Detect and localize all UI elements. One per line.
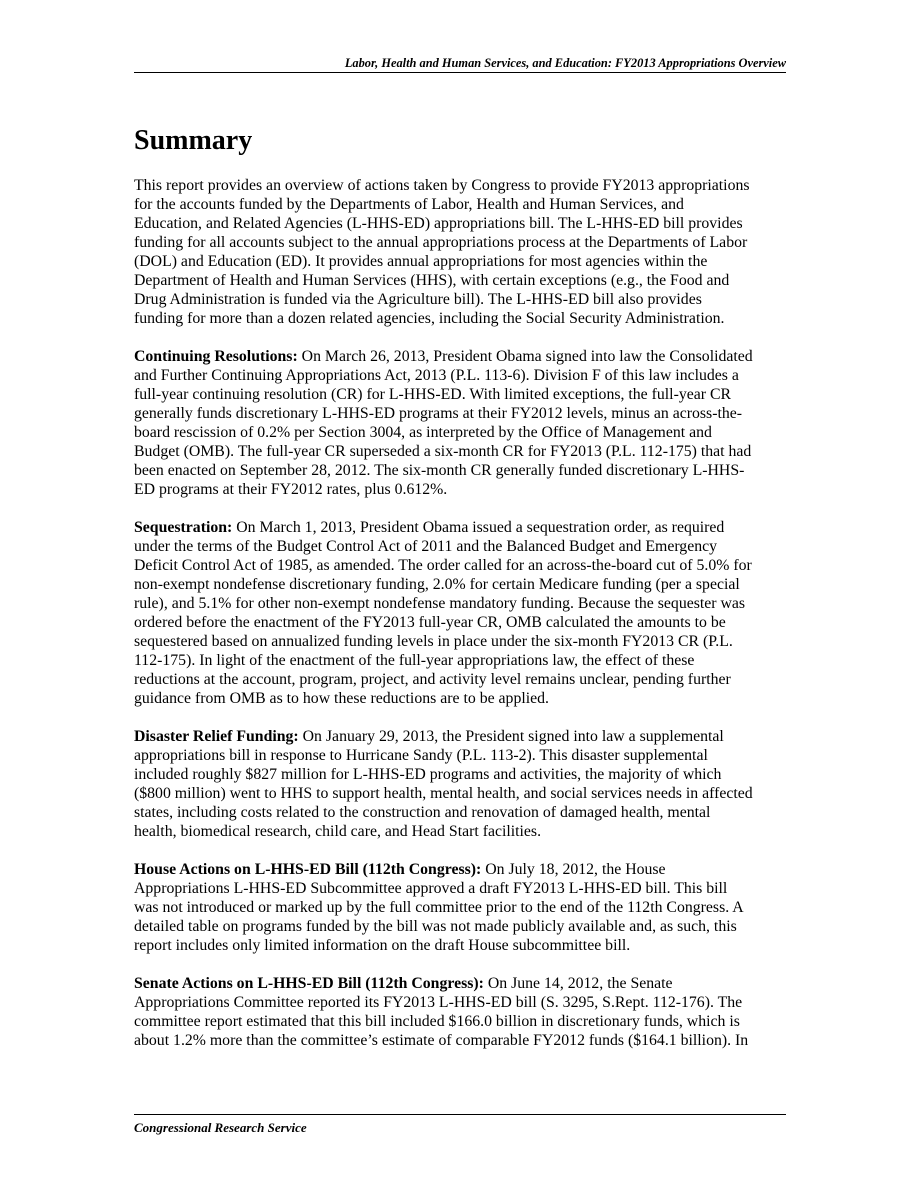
paragraph-text: On July 18, 2012, the House Appropriations L-HHS-ED Subcommittee approved a draft FY2013 L-HHS-ED bill. This bill was not introduced or marked up by the full committee prior to the end of the 112th Congress. A detailed table on programs funded by the bill was not made publicly available and, as such, this report includes only limited information on the draft House subcommittee bill. — [134, 861, 744, 954]
paragraph-lead: House Actions on L-HHS-ED Bill (112th Congress): — [134, 861, 482, 878]
paragraph-text: On March 1, 2013, President Obama issued a sequestration order, as required under the terms of the Budget Control Act of 2011 and the Balanced Budget and Emergency Deficit Control Act of 1985, as amended. The order called for an across-the-board cut of 5.0% for non-exempt nondefense discretionary funding, 2.0% for certain Medicare funding (per a special rule), and 5.1% for other non-exempt nondefense mandatory funding. Because the sequester was ordered before the enactment of the FY2013 full-year CR, OMB calculated the amounts to be sequestered based on annualized funding levels in place under the six-month FY2013 CR (P.L. 112-175). In light of the enactment of the full-year appropriations law, the effect of these reductions at the account, program, project, and activity level remains unclear, pending further guidance from OMB as to how these reductions are to be applied. — [134, 519, 752, 707]
intro-paragraph — [134, 176, 788, 328]
paragraph-text: This report provides an overview of actions taken by Congress to provide FY2013 appropriations for the accounts funded by the Departments of Labor, Health and Human Services, and Education, and Related Agencies (L-HHS-ED) appropriations bill. The L-HHS-ED bill provides funding for all accounts subject to the annual appropriations process at the Departments of Labor (DOL) and Education (ED). It provides annual appropriations for most agencies within the Department of Health and Human Services (HHS), with certain exceptions (e.g., the Food and Drug Administration is funded via the Agriculture bill). The L-HHS-ED bill also provides funding for more than a dozen related agencies, including the Social Security Administration. — [134, 177, 750, 327]
paragraph-lead: Disaster Relief Funding: — [134, 728, 299, 745]
header-divider — [134, 72, 786, 73]
senate-actions-paragraph — [134, 974, 788, 1050]
sequestration-paragraph — [134, 518, 788, 708]
summary-body — [134, 176, 788, 1069]
paragraph-lead: Continuing Resolutions: — [134, 348, 298, 365]
paragraph-lead: Senate Actions on L-HHS-ED Bill (112th Congress): — [134, 975, 484, 992]
paragraph-text: On June 14, 2012, the Senate Appropriations Committee reported its FY2013 L-HHS-ED bill (S. 3295, S.Rept. 112-176). The committee report estimated that this bill included $166.0 billion in discretionary funds, which is about 1.2% more than the committee’s estimate of comparable FY2012 funds ($164.1 billion). In — [134, 975, 749, 1049]
house-actions-paragraph — [134, 860, 788, 955]
running-header: Labor, Health and Human Services, and Education: FY2013 Appropriations Overview — [344, 56, 786, 70]
running-footer: Congressional Research Service — [134, 1120, 307, 1135]
paragraph-text: On January 29, 2013, the President signed into law a supplemental appropriations bill in response to Hurricane Sandy (P.L. 113-2). This disaster supplemental included roughly $827 million for L-HHS-ED programs and activities, the majority of which ($800 million) went to HHS to support health, mental health, and social services needs in affected states, including costs related to the construction and renovation of damaged health, mental health, biomedical research, child care, and Head Start facilities. — [134, 728, 753, 840]
paragraph-text: On March 26, 2013, President Obama signed into law the Consolidated and Further Continuing Appropriations Act, 2013 (P.L. 113-6). Division F of this law includes a full-year continuing resolution (CR) for L-HHS-ED. With limited exceptions, the full-year CR generally funds discretionary L-HHS-ED programs at their FY2012 levels, minus an across-the- board rescission of 0.2% per Section 3004, as interpreted by the Office of Management and Budget (OMB). The full-year CR superseded a six-month CR for FY2013 (P.L. 112-175) that had been enacted on September 28, 2012. The six-month CR generally funded discretionary L-HHS- ED programs at their FY2012 rates, plus 0.612%. — [134, 348, 753, 498]
paragraph-lead: Sequestration: — [134, 519, 233, 536]
section-title: Summary — [134, 125, 253, 156]
footer-divider — [134, 1114, 786, 1115]
disaster-relief-paragraph — [134, 727, 788, 841]
continuing-resolutions-paragraph — [134, 347, 788, 499]
